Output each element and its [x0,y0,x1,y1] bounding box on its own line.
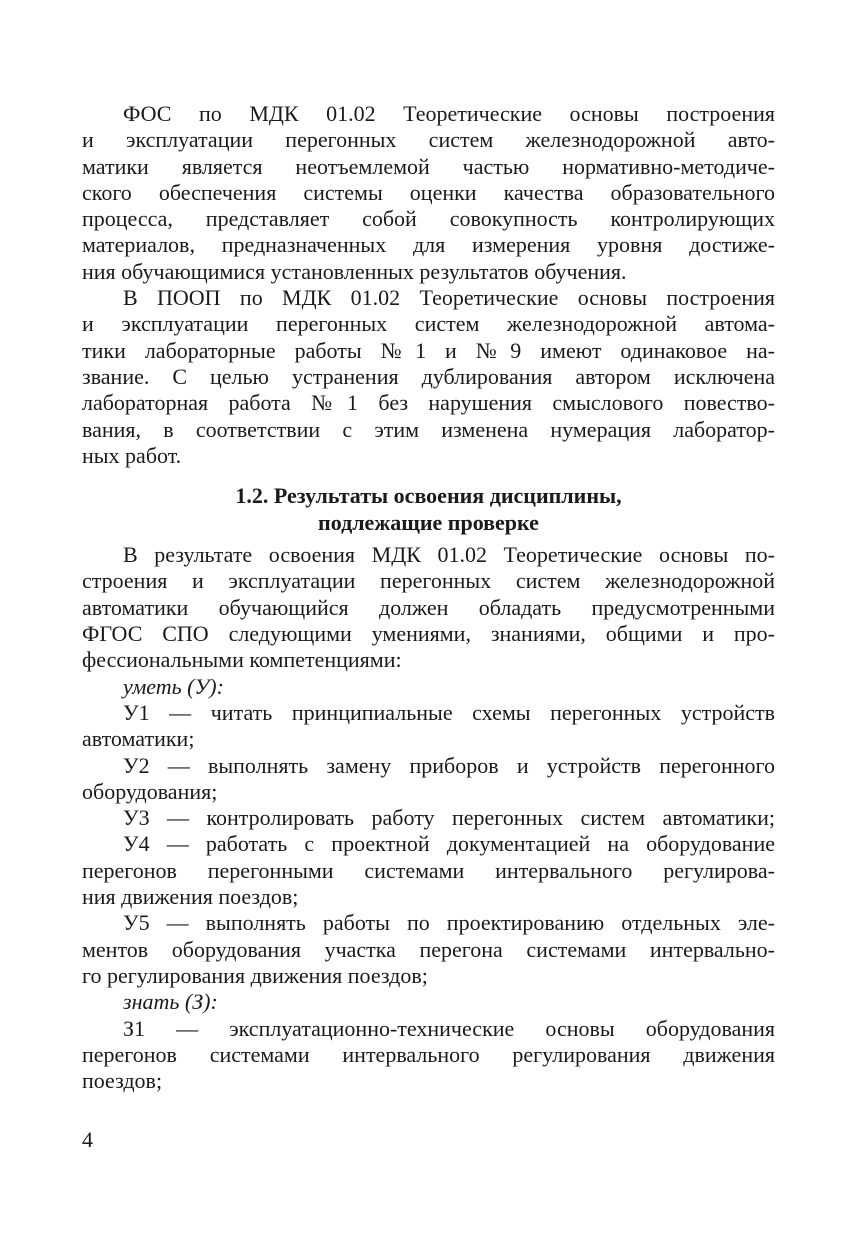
text-line: звание. С целью устранения дублирования автором исключена [82,363,775,389]
paragraph [82,910,775,989]
text-line: перегонов системами интервального регулирования движения [82,1041,775,1067]
paragraph [82,831,775,910]
text-line: У4 — работать с проектной документацией на оборудование [123,831,775,857]
list-label [82,989,775,1015]
text-line: фессиональными компетенциями: [82,647,402,673]
text-line: ФГОС СПО следующими умениями, знаниями, общими и про- [82,621,775,647]
text-line: З1 — эксплуатационно-технические основы оборудования [123,1015,775,1041]
document-body [82,101,775,1094]
text-line: поездов; [82,1068,163,1094]
paragraph [82,1016,775,1095]
text-line: подлежащие проверке [318,510,539,536]
text-line: перегонов перегонными системами интервального регулирова- [82,857,775,883]
text-line: строения и эксплуатации перегонных систем железнодорожной [82,568,775,594]
paragraph [82,542,775,673]
text-line: матики является неотъемлемой частью нормативно-методиче- [82,153,775,179]
paragraph [82,753,775,806]
text-line: У5 — выполнять работы по проектированию отдельных эле- [123,910,775,936]
text-line: ского обеспечения системы оценки качества образовательного [82,179,775,205]
paragraph [82,700,775,753]
text-line: У1 — читать принципиальные схемы перегонных устройств [123,699,775,725]
text-line: автоматики; [82,726,195,752]
text-line: ментов оборудования участка перегона системами интервально- [82,936,775,962]
text-line: автоматики обучающийся должен обладать предусмотренными [82,594,775,620]
text-line: В ПООП по МДК 01.02 Теоретические основы построения [123,285,775,311]
page-number: 4 [82,1127,93,1152]
text-line: ния движения поездов; [82,884,299,910]
section-heading [82,482,775,536]
text-line: и эксплуатации перегонных систем железнодорожной автома- [82,311,775,337]
text-line: ния обучающимися установленных результатов обучения. [82,258,627,284]
text-line: вания, в соответствии с этим изменена нумерация лаборатор- [82,416,775,442]
text-line: 1.2. Результаты освоения дисциплины, [235,483,622,509]
paragraph [82,101,775,285]
text-line: В результате освоения МДК 01.02 Теоретические основы по- [123,542,775,568]
text-line: и эксплуатации перегонных систем железнодорожной авто- [82,127,775,153]
paragraph [82,285,775,469]
text-line: процесса, представляет собой совокупность контролирующих [82,206,775,232]
text-line: знать (З): [123,989,218,1015]
text-line: оборудования; [82,778,218,804]
text-line: лабораторная работа №1 без нарушения смыслового повество- [82,390,775,416]
text-line: тики лабораторные работы №1 и №9 имеют одинаковое на- [82,337,775,363]
paragraph [82,805,775,831]
text-line: уметь (У): [123,673,224,699]
text-line: У2 — выполнять замену приборов и устройств перегонного [123,752,775,778]
text-line: материалов, предназначенных для измерения уровня достиже- [82,232,775,258]
text-line: го регулирования движения поездов; [82,962,428,988]
text-line: ных работ. [82,442,182,468]
text-line: ФОС по МДК 01.02 Теоретические основы построения [123,101,775,126]
text-line: У3 — контролировать работу перегонных систем автоматики; [123,805,775,831]
list-label [82,674,775,700]
